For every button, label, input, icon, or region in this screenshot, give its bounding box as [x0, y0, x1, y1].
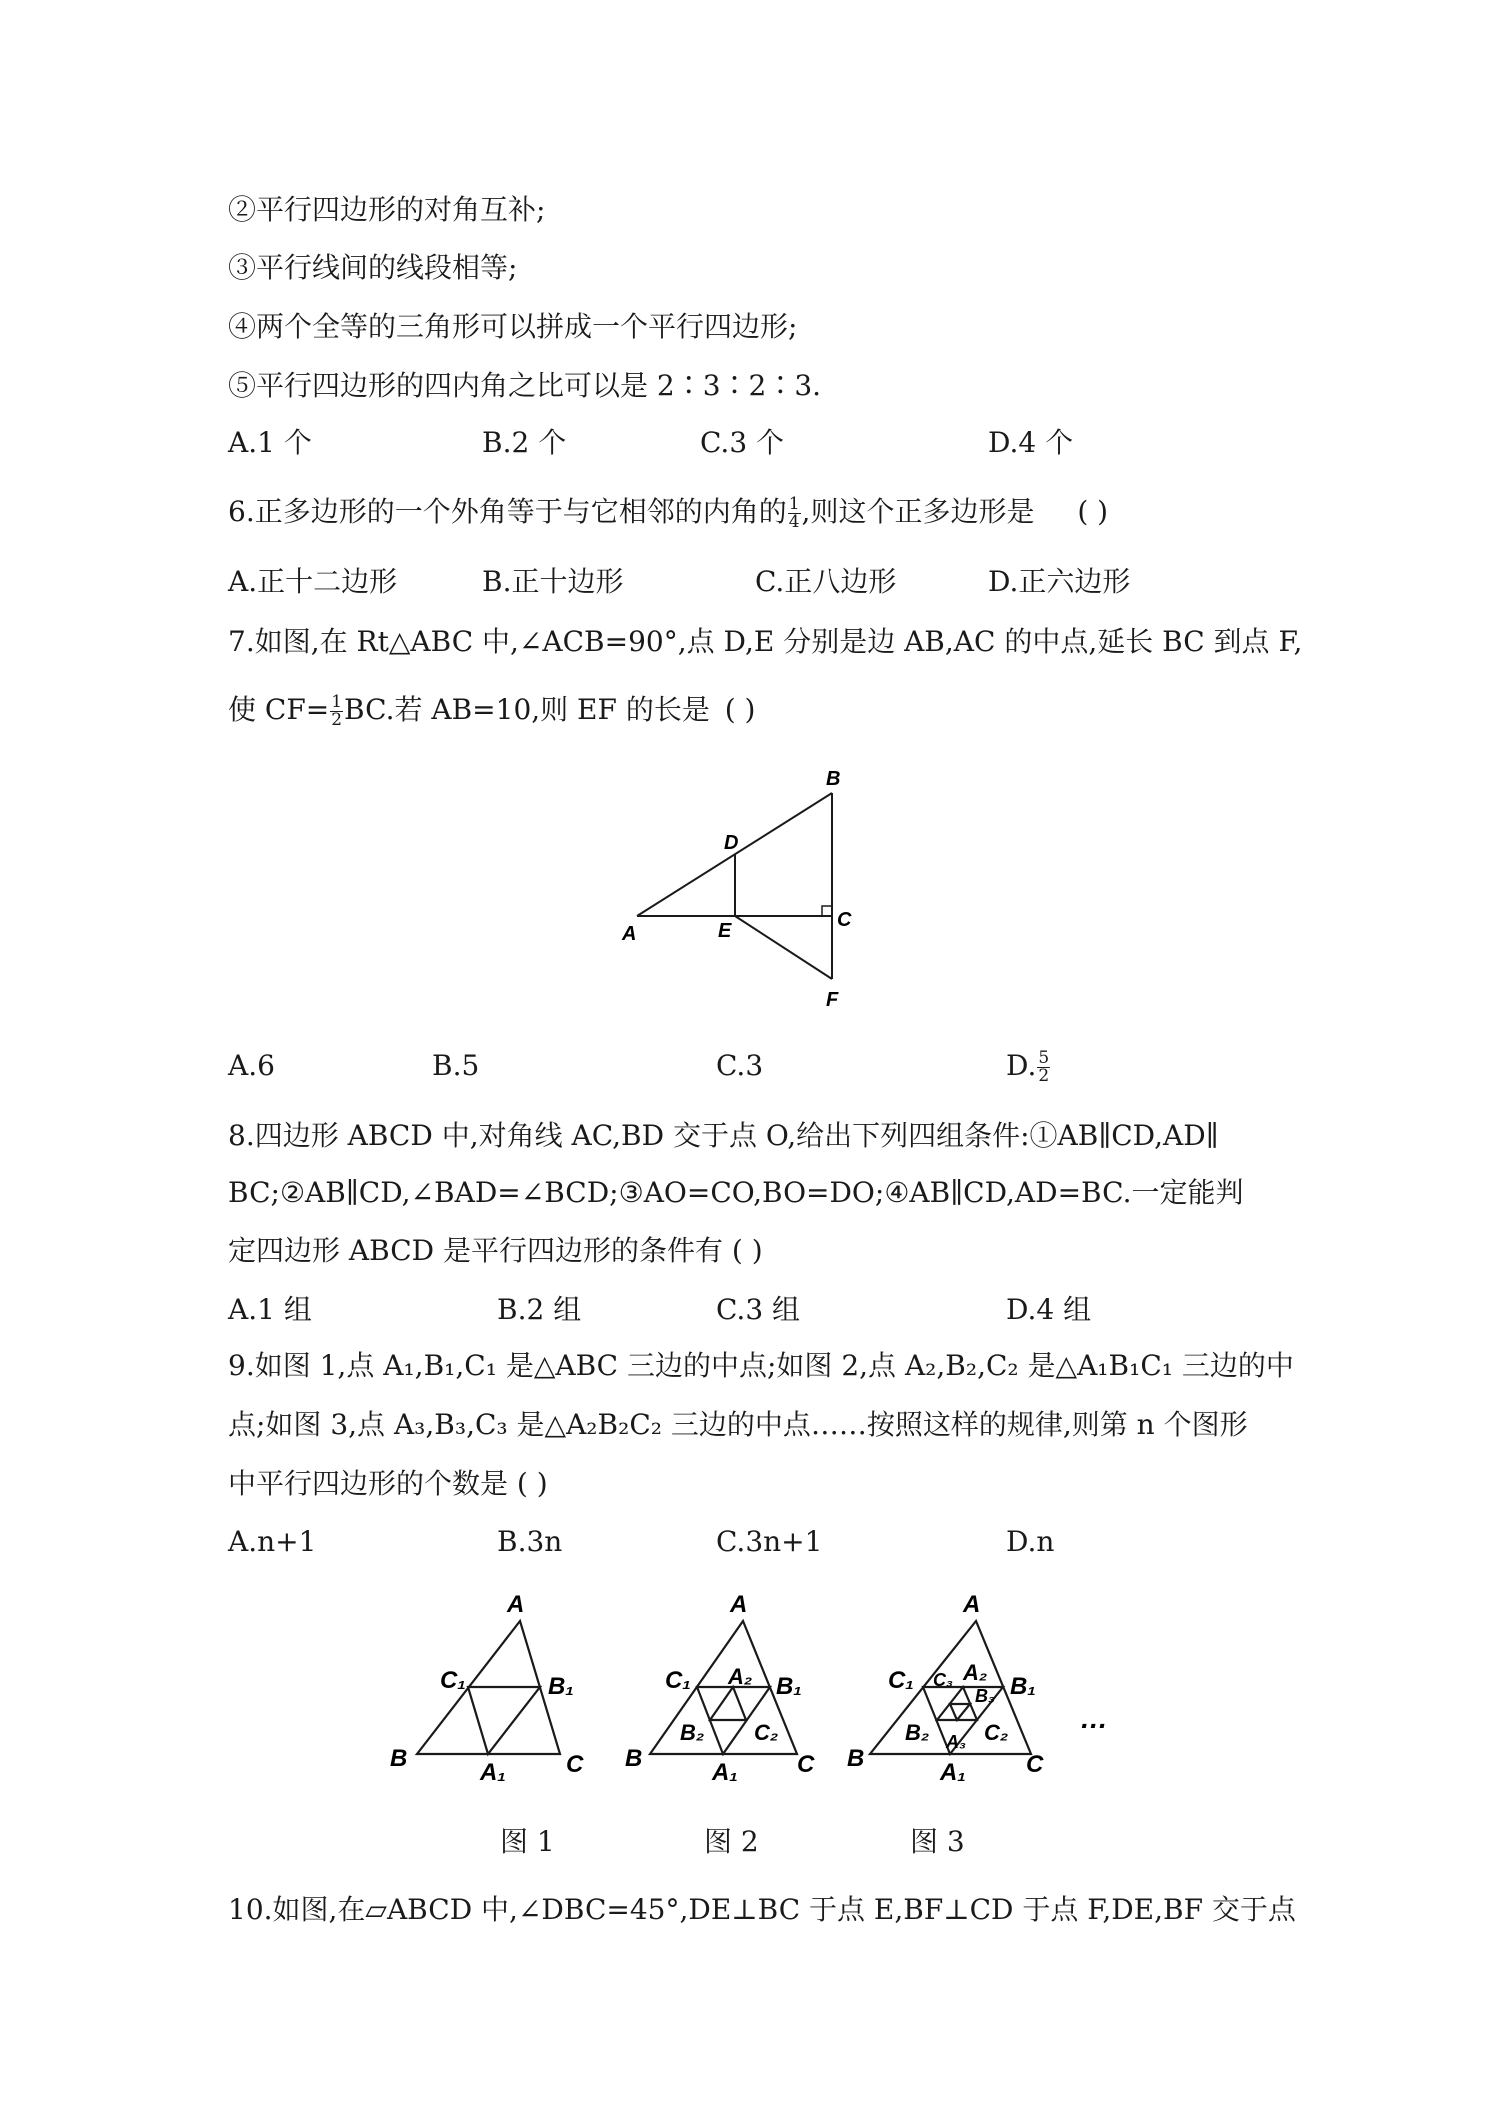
q9-option-b: B.3n	[497, 1525, 563, 1558]
q9-option-c: C.3n+1	[716, 1525, 823, 1558]
fig2-label-b2: B₂	[680, 1720, 705, 1745]
fig2-label-b1: B₁	[776, 1673, 802, 1700]
q8-option-c: C.3 组	[716, 1293, 801, 1326]
q5-option-a: A.1 个	[228, 426, 312, 459]
q9-option-d: D.n	[1006, 1525, 1055, 1558]
fig3-label-c2: C₂	[984, 1720, 1009, 1745]
q6-text-before: 6.正多边形的一个外角等于与它相邻的内角的	[228, 495, 787, 528]
q6-text-after: ,则这个正多边形是	[801, 495, 1035, 528]
fig1-label-c1: C₁	[440, 1667, 466, 1694]
q7-option-b: B.5	[432, 1049, 480, 1082]
q7-line-2	[228, 690, 755, 730]
label-d: D	[724, 832, 739, 854]
fig1-label-b: B	[390, 1745, 408, 1772]
q7-fraction	[330, 694, 343, 729]
q7-frac-den: 2	[331, 710, 343, 730]
q9-figure-row	[380, 1590, 1110, 1790]
fig2-label-a: A	[730, 1591, 748, 1618]
q8-line-1: 8.四边形 ABCD 中,对角线 AC,BD 交于点 O,给出下列四组条件:①AB∥CD,AD∥	[228, 1119, 1219, 1152]
q9-line-2: 点;如图 3,点 A₃,B₃,C₃ 是△A₂B₂C₂ 三边的中点……按照这样的规律,则第 n 个图形	[228, 1408, 1248, 1441]
q10-line-1: 10.如图,在▱ABCD 中,∠DBC=45°,DE⊥BC 于点 E,BF⊥CD 于点 F,DE,BF 交于点	[228, 1893, 1296, 1926]
q7-line-1: 7.如图,在 Rt△ABC 中,∠ACB=90°,点 D,E 分别是边 AB,AC 的中点,延长 BC 到点 F,	[228, 625, 1303, 658]
q7-triangle-figure	[600, 760, 880, 1020]
q8-option-b: B.2 组	[497, 1293, 582, 1326]
caption-fig-2: 图 2	[704, 1825, 759, 1858]
q6-option-b: B.正十边形	[482, 565, 624, 598]
q7-option-d-num: 5	[1038, 1048, 1050, 1068]
label-b: B	[826, 768, 841, 790]
right-angle-mark	[822, 906, 832, 916]
q8-option-d: D.4 组	[1006, 1293, 1092, 1326]
q7-text-before: 使 CF=	[228, 693, 330, 726]
q6-fraction	[788, 496, 801, 531]
q8-line-2: BC;②AB∥CD,∠BAD=∠BCD;③AO=CO,BO=DO;④AB∥CD,AD=BC.一定能判	[228, 1176, 1244, 1209]
fig1-label-c: C	[566, 1751, 584, 1778]
fig2-label-a2: A₂	[728, 1664, 753, 1689]
statement-2: ②平行四边形的对角互补;	[228, 193, 546, 226]
statement-5: ⑤平行四边形的四内角之比可以是 2∶3∶2∶3.	[228, 369, 822, 402]
fig3-label-b2: B₂	[905, 1720, 930, 1745]
q6-option-c: C.正八边形	[755, 565, 897, 598]
label-c: C	[837, 909, 852, 931]
q7-frac-num: 1	[331, 692, 343, 712]
fig1-label-a: A	[507, 1591, 525, 1618]
fig1-label-a1: A₁	[480, 1759, 506, 1786]
q8-option-a: A.1 组	[228, 1293, 312, 1326]
q6-frac-den: 4	[788, 512, 800, 532]
statement-3: ③平行线间的线段相等;	[228, 251, 518, 284]
caption-fig-1: 图 1	[500, 1825, 555, 1858]
fig3-label-b1: B₁	[1010, 1673, 1036, 1700]
label-e: E	[718, 920, 732, 942]
q6-frac-num: 1	[788, 494, 800, 514]
fig3-label-a: A	[963, 1591, 981, 1618]
q7-option-d-fraction	[1037, 1050, 1050, 1085]
q9-line-3: 中平行四边形的个数是 ( )	[228, 1467, 548, 1500]
fig2-label-c: C	[797, 1751, 815, 1778]
q9-option-a: A.n+1	[228, 1525, 317, 1558]
label-a: A	[622, 923, 637, 945]
q6-option-a: A.正十二边形	[228, 565, 398, 598]
fig2-label-a1: A₁	[712, 1759, 738, 1786]
label-f: F	[826, 989, 839, 1011]
fig2-label-b: B	[625, 1745, 643, 1772]
q7-bracket: ( )	[724, 693, 756, 726]
q7-option-a: A.6	[228, 1049, 275, 1082]
q7-option-c: C.3	[716, 1049, 764, 1082]
q7-text-after: BC.若 AB=10,则 EF 的长是	[344, 693, 710, 726]
fig3-label-c: C	[1026, 1751, 1044, 1778]
q8-line-3: 定四边形 ABCD 是平行四边形的条件有 ( )	[228, 1234, 763, 1267]
q7-option-d-prefix: D.	[1006, 1049, 1037, 1082]
fig3-label-b3: B₃	[975, 1686, 995, 1706]
q5-option-c: C.3 个	[700, 426, 785, 459]
fig3-label-c1: C₁	[888, 1667, 914, 1694]
q6-option-d: D.正六边形	[988, 565, 1131, 598]
q6-question	[228, 492, 1108, 532]
fig2-label-c2: C₂	[754, 1720, 779, 1745]
fig3-label-c3: C₃	[933, 1670, 953, 1690]
fig3-label-b: B	[847, 1745, 865, 1772]
segment-ef	[735, 916, 832, 979]
figure-1-triangle	[417, 1621, 560, 1754]
fig2-label-c1: C₁	[665, 1667, 691, 1694]
fig3-label-a1: A₁	[940, 1759, 966, 1786]
fig3-label-a3: A₃	[946, 1732, 966, 1752]
caption-fig-3: 图 3	[910, 1825, 965, 1858]
statement-4: ④两个全等的三角形可以拼成一个平行四边形;	[228, 310, 798, 343]
q9-line-1: 9.如图 1,点 A₁,B₁,C₁ 是△ABC 三边的中点;如图 2,点 A₂,B₂,C₂ 是△A₁B₁C₁ 三边的中	[228, 1349, 1294, 1382]
q5-option-b: B.2 个	[482, 426, 567, 459]
fig-ellipsis: …	[1080, 1703, 1108, 1734]
q5-option-d: D.4 个	[988, 426, 1074, 459]
fig1-label-b1: B₁	[548, 1673, 574, 1700]
fig3-label-a2: A₂	[963, 1660, 988, 1685]
q6-bracket: ( )	[1077, 495, 1109, 528]
q7-option-d	[1006, 1046, 1051, 1086]
q7-option-d-den: 2	[1038, 1066, 1050, 1086]
